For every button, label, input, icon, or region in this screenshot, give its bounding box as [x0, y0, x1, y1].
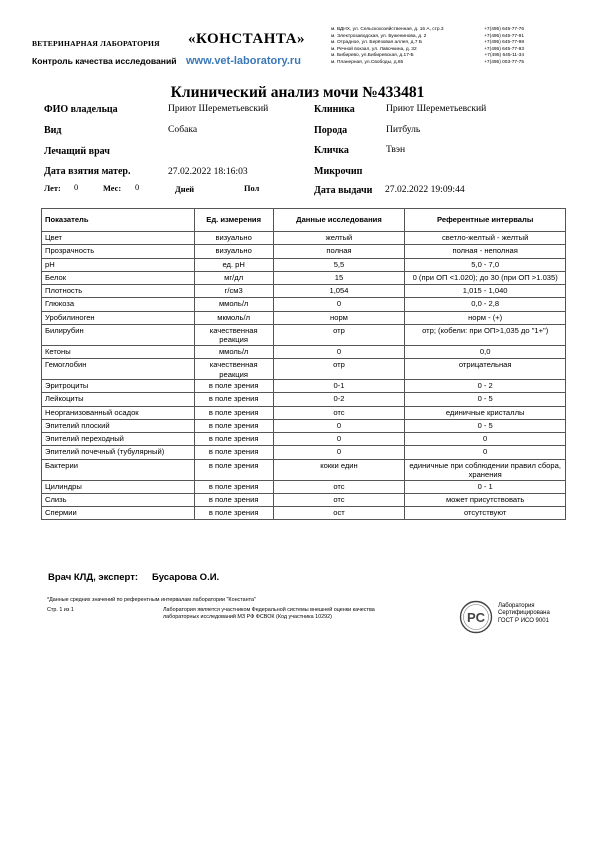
- cell-parameter: pH: [42, 258, 195, 271]
- cell-reference: отр; (кобели: при ОП>1,035 до "1+"): [405, 325, 566, 346]
- cell-result: полная: [273, 245, 405, 258]
- cert-line: Лаборатория: [498, 603, 535, 609]
- table-row: [42, 285, 566, 298]
- cell-parameter: Цилиндры: [42, 480, 195, 493]
- address-item: м. Отрадное, ул. Берёзовая аллея, д.7 Б: [331, 40, 422, 46]
- table-row: [42, 480, 566, 493]
- date-taken-value: 27.02.2022 18:16:03: [168, 166, 248, 177]
- lab-name: «КОНСТАНТА»: [188, 31, 306, 47]
- cert-line: ГОСТ Р ИСО 9001: [498, 617, 549, 624]
- table-row: [42, 459, 566, 480]
- cell-unit: качественная реакция: [194, 359, 273, 380]
- cell-unit: в поле зрения: [194, 433, 273, 446]
- table-row: [42, 359, 566, 380]
- cell-result: 0: [273, 419, 405, 432]
- cell-parameter: Прозрачность: [42, 245, 195, 258]
- lab-label: ВЕТЕРИНАРНАЯ ЛАБОРАТОРИЯ: [32, 39, 160, 48]
- table-row: [42, 271, 566, 284]
- cell-result: желтый: [273, 232, 405, 245]
- nickname-label: Кличка: [314, 145, 349, 156]
- owner-value: Приют Шереметьевский: [168, 103, 269, 114]
- cell-reference: 5,0 - 7,0: [405, 258, 566, 271]
- table-row: [42, 507, 566, 520]
- table-header-row: [42, 209, 566, 232]
- cell-reference: единичные при соблюдении правил сбора, хранения: [405, 459, 566, 480]
- months-label: Мес:: [103, 184, 122, 193]
- table-row: [42, 298, 566, 311]
- results-table: [41, 208, 566, 520]
- cell-parameter: Кетоны: [42, 345, 195, 358]
- cell-parameter: Слизь: [42, 493, 195, 506]
- cell-parameter: Эпителий плоский: [42, 419, 195, 432]
- cell-reference: 0 - 2: [405, 380, 566, 393]
- header-reference: Референтные интервалы: [405, 209, 566, 232]
- cell-parameter: Уробилиноген: [42, 311, 195, 324]
- cell-result: отс: [273, 493, 405, 506]
- table-row: [42, 433, 566, 446]
- address-item: м. Речной вокзал, ул. Лавочкина, д. 32: [331, 46, 417, 52]
- cell-parameter: Гемоглобин: [42, 359, 195, 380]
- address-list: [331, 27, 444, 67]
- cell-parameter: Билирубин: [42, 325, 195, 346]
- table-row: [42, 393, 566, 406]
- cell-result: 15: [273, 271, 405, 284]
- cell-result: норм: [273, 311, 405, 324]
- phone-item: +7(495) 645-77-93: [484, 46, 524, 52]
- lab-website-link[interactable]: www.vet-laboratory.ru: [186, 55, 301, 67]
- microchip-label: Микрочип: [314, 166, 363, 177]
- cell-parameter: Эпителий почечный (тубулярный): [42, 446, 195, 459]
- certification-logo-icon: [459, 600, 493, 634]
- footer-note: *Данные средних значений по референтным интервалам лаборатории "Константа": [47, 597, 256, 603]
- cell-unit: мкмоль/л: [194, 311, 273, 324]
- phone-item: +7(495) 645-77-91: [484, 33, 524, 39]
- cell-unit: визуально: [194, 245, 273, 258]
- cell-parameter: Плотность: [42, 285, 195, 298]
- cell-result: отс: [273, 480, 405, 493]
- table-row: [42, 325, 566, 346]
- cell-unit: в поле зрения: [194, 419, 273, 432]
- table-row: [42, 406, 566, 419]
- cell-unit: качественная реакция: [194, 325, 273, 346]
- cell-reference: 0 - 5: [405, 419, 566, 432]
- cell-reference: может присутствовать: [405, 493, 566, 506]
- cell-result: отр: [273, 359, 405, 380]
- doctor-label: Лечащий врач: [44, 146, 110, 157]
- phone-item: +7(495) 003-77-75: [484, 59, 524, 65]
- header-parameter: Показатель: [42, 209, 195, 232]
- issue-date-label: Дата выдачи: [314, 185, 373, 196]
- table-row: [42, 258, 566, 271]
- cell-result: 0-2: [273, 393, 405, 406]
- phone-item: +7(495) 645-77-98: [484, 40, 524, 46]
- page-number: Стр. 1 из 1: [47, 607, 74, 613]
- phone-item: +7(495) 645-77-76: [484, 27, 524, 32]
- sex-label: Пол: [244, 184, 260, 193]
- signature-name: Бусарова О.И.: [152, 572, 220, 583]
- species-label: Вид: [44, 125, 62, 136]
- days-label: Дней: [175, 185, 195, 194]
- cell-reference: норм - (+): [405, 311, 566, 324]
- issue-date-value: 27.02.2022 19:09:44: [385, 184, 465, 195]
- cell-result: 0: [273, 446, 405, 459]
- header-unit: Ед. измерения: [194, 209, 273, 232]
- owner-label: ФИО владельца: [44, 104, 118, 115]
- cell-result: 0: [273, 433, 405, 446]
- accreditation-text: [163, 607, 375, 621]
- cell-result: отр: [273, 325, 405, 346]
- cell-reference: 0: [405, 433, 566, 446]
- cell-unit: мг/дл: [194, 271, 273, 284]
- header-result: Данные исследования: [273, 209, 405, 232]
- cell-parameter: Бактерии: [42, 459, 195, 480]
- table-row: [42, 245, 566, 258]
- months-value: 0: [135, 183, 140, 192]
- cell-unit: визуально: [194, 232, 273, 245]
- cell-unit: в поле зрения: [194, 459, 273, 480]
- cell-reference: отрицательная: [405, 359, 566, 380]
- cell-unit: ммоль/л: [194, 298, 273, 311]
- certification-text: [498, 603, 550, 625]
- signature-label: Врач КЛД, эксперт:: [48, 572, 139, 583]
- clinic-value: Приют Шереметьевский: [386, 103, 487, 114]
- years-value: 0: [74, 183, 79, 192]
- address-item: м. Бибирево, ул.Бибиревская, д.17-Б: [331, 53, 414, 59]
- cell-unit: в поле зрения: [194, 480, 273, 493]
- accreditation-line: лабораторных исследований МЗ РФ ФСВОК (Код участника 10292): [163, 614, 332, 620]
- cell-reference: 1,015 - 1,040: [405, 285, 566, 298]
- table-row: [42, 380, 566, 393]
- cell-result: отс: [273, 406, 405, 419]
- cell-result: ост: [273, 507, 405, 520]
- phone-list: [478, 27, 524, 67]
- cell-unit: в поле зрения: [194, 446, 273, 459]
- cell-reference: 0,0: [405, 345, 566, 358]
- species-value: Собака: [168, 124, 198, 135]
- breed-value: Питбуль: [386, 124, 421, 135]
- cell-reference: 0,0 - 2,8: [405, 298, 566, 311]
- table-row: [42, 446, 566, 459]
- address-item: м. Электрозаводская, ул. Буженинова, д. 2: [331, 33, 427, 39]
- cell-unit: в поле зрения: [194, 507, 273, 520]
- phone-item: +7(495) 645-11-34: [484, 53, 524, 59]
- accreditation-line: Лаборатория является участником Федеральной системы внешней оценки качества: [163, 607, 375, 613]
- certification-logo-text: PC: [466, 610, 486, 625]
- cell-reference: 0 - 1: [405, 480, 566, 493]
- nickname-value: Твэн: [386, 144, 406, 155]
- cell-result: 0: [273, 298, 405, 311]
- cell-reference: светло-желтый - желтый: [405, 232, 566, 245]
- table-row: [42, 311, 566, 324]
- cell-unit: в поле зрения: [194, 493, 273, 506]
- cell-parameter: Эпителий переходный: [42, 433, 195, 446]
- cell-parameter: Белок: [42, 271, 195, 284]
- cell-result: 1,054: [273, 285, 405, 298]
- cell-reference: 0 (при ОП <1.020); до 30 (при ОП >1.035): [405, 271, 566, 284]
- table-row: [42, 493, 566, 506]
- cell-parameter: Глюкоза: [42, 298, 195, 311]
- cell-reference: 0 - 5: [405, 393, 566, 406]
- cell-unit: в поле зрения: [194, 406, 273, 419]
- cell-reference: полная - неполная: [405, 245, 566, 258]
- years-label: Лет:: [44, 184, 61, 193]
- table-row: [42, 345, 566, 358]
- cell-parameter: Эритроциты: [42, 380, 195, 393]
- cell-unit: ед. pH: [194, 258, 273, 271]
- cell-parameter: Цвет: [42, 232, 195, 245]
- cell-parameter: Лейкоциты: [42, 393, 195, 406]
- cell-unit: ммоль/л: [194, 345, 273, 358]
- address-item: м. ВДНХ, ул. Сельскохозяйственная, д. 16 А, стр.3: [331, 27, 444, 32]
- breed-label: Порода: [314, 125, 348, 136]
- address-item: м. Планерная, ул.Свободы, д.65: [331, 59, 404, 65]
- cell-reference: единичные кристаллы: [405, 406, 566, 419]
- cell-unit: в поле зрения: [194, 393, 273, 406]
- cell-result: 0-1: [273, 380, 405, 393]
- cert-line: Сертифицирована: [498, 610, 550, 617]
- cell-parameter: Спермии: [42, 507, 195, 520]
- cell-result: 0: [273, 345, 405, 358]
- table-row: [42, 232, 566, 245]
- cell-unit: г/см3: [194, 285, 273, 298]
- page-title: Клинический анализ мочи №433481: [170, 84, 425, 101]
- cell-reference: 0: [405, 446, 566, 459]
- date-taken-label: Дата взятия матер.: [44, 166, 131, 177]
- clinic-label: Клиника: [314, 104, 355, 115]
- cell-parameter: Неорганизованный осадок: [42, 406, 195, 419]
- cell-unit: в поле зрения: [194, 380, 273, 393]
- cell-result: 5,5: [273, 258, 405, 271]
- cell-result: кокки един: [273, 459, 405, 480]
- lab-subtitle: Контроль качества исследований: [32, 56, 177, 66]
- table-row: [42, 419, 566, 432]
- cell-reference: отсутствуют: [405, 507, 566, 520]
